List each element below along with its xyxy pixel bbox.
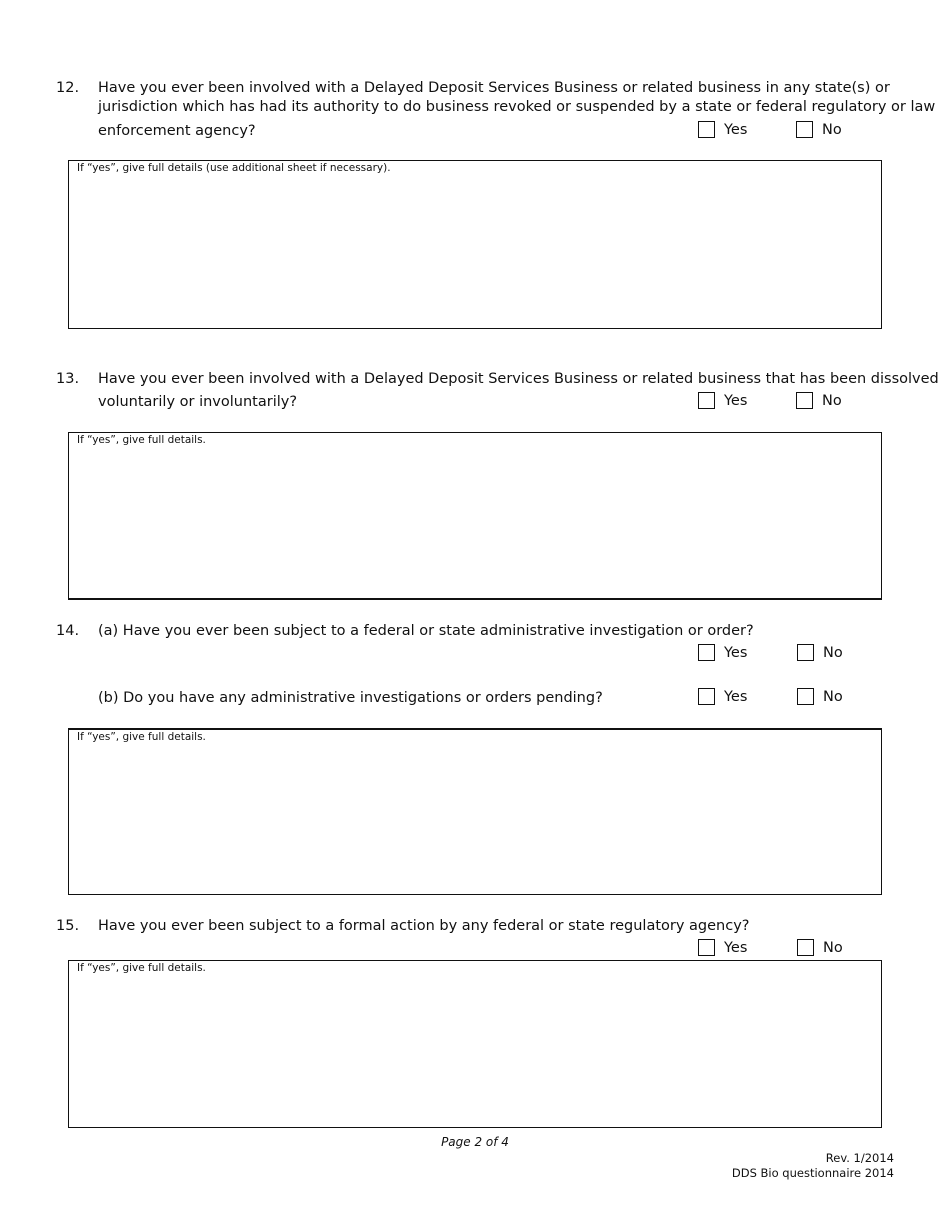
question-14-number: 14. <box>56 623 80 639</box>
question-13-yes-label: Yes <box>724 392 748 409</box>
question-13-yes-checkbox[interactable] <box>698 392 747 409</box>
question-15-no-label: No <box>823 939 843 956</box>
page-number: Page 2 of 4 <box>441 1135 509 1149</box>
question-13-details-input[interactable] <box>75 449 875 592</box>
question-13-details-box <box>68 432 882 600</box>
checkbox-icon[interactable] <box>698 688 715 705</box>
question-12-text-line-1: Have you ever been involved with a Delayed Deposit Services Business or related business in any state(s) or <box>98 80 890 96</box>
question-12-number: 12. <box>56 80 80 96</box>
checkbox-icon[interactable] <box>698 392 715 409</box>
question-14-part-b-text: (b) Do you have any administrative investigations or orders pending? <box>98 690 603 706</box>
question-14b-yes-checkbox[interactable] <box>698 688 747 705</box>
revision-date: Rev. 1/2014 <box>825 1151 894 1165</box>
checkbox-icon[interactable] <box>796 392 813 409</box>
question-15-details-hint: If “yes”, give full details. <box>77 962 206 974</box>
checkbox-icon[interactable] <box>796 121 813 138</box>
question-14b-yes-label: Yes <box>724 688 748 705</box>
question-14a-yes-checkbox[interactable] <box>698 644 747 661</box>
question-12-no-label: No <box>822 121 842 138</box>
question-14-details-input[interactable] <box>75 746 875 888</box>
question-12-text-line-2: jurisdiction which has had its authority to do business revoked or suspended by a state or federal regulatory or law <box>98 99 936 115</box>
question-14b-no-label: No <box>823 688 843 705</box>
question-15-number: 15. <box>56 918 80 934</box>
question-12-details-hint: If “yes”, give full details (use additional sheet if necessary). <box>77 162 391 174</box>
question-14a-no-label: No <box>823 644 843 661</box>
checkbox-icon[interactable] <box>698 939 715 956</box>
question-13-no-label: No <box>822 392 842 409</box>
question-12-no-checkbox[interactable] <box>796 121 842 138</box>
question-15-yes-label: Yes <box>724 939 748 956</box>
question-14-details-hint: If “yes”, give full details. <box>77 731 206 743</box>
question-12-details-input[interactable] <box>75 177 875 322</box>
question-13-details-hint: If “yes”, give full details. <box>77 434 206 446</box>
question-15-yes-checkbox[interactable] <box>698 939 747 956</box>
checkbox-icon[interactable] <box>797 644 814 661</box>
question-14a-no-checkbox[interactable] <box>797 644 843 661</box>
question-15-text-line-1: Have you ever been subject to a formal action by any federal or state regulatory agency? <box>98 918 750 934</box>
question-12-text-line-3: enforcement agency? <box>98 123 256 139</box>
form-name: DDS Bio questionnaire 2014 <box>731 1166 894 1180</box>
question-13-text-line-1: Have you ever been involved with a Delayed Deposit Services Business or related business that has been dissolved <box>98 371 939 387</box>
question-14b-no-checkbox[interactable] <box>797 688 843 705</box>
checkbox-icon[interactable] <box>797 939 814 956</box>
question-12-yes-label: Yes <box>724 121 748 138</box>
question-13-text-line-2: voluntarily or involuntarily? <box>98 394 298 410</box>
question-14-details-box <box>68 728 882 895</box>
checkbox-icon[interactable] <box>698 644 715 661</box>
question-13-no-checkbox[interactable] <box>796 392 842 409</box>
checkbox-icon[interactable] <box>698 121 715 138</box>
question-15-details-input[interactable] <box>75 977 875 1121</box>
checkbox-icon[interactable] <box>797 688 814 705</box>
question-13-number: 13. <box>56 371 80 387</box>
question-12-yes-checkbox[interactable] <box>698 121 747 138</box>
question-12-details-box <box>68 160 882 329</box>
question-14-part-a-text: (a) Have you ever been subject to a federal or state administrative investigation or order? <box>98 623 754 639</box>
question-15-no-checkbox[interactable] <box>797 939 843 956</box>
question-14a-yes-label: Yes <box>724 644 748 661</box>
question-15-details-box <box>68 960 882 1128</box>
